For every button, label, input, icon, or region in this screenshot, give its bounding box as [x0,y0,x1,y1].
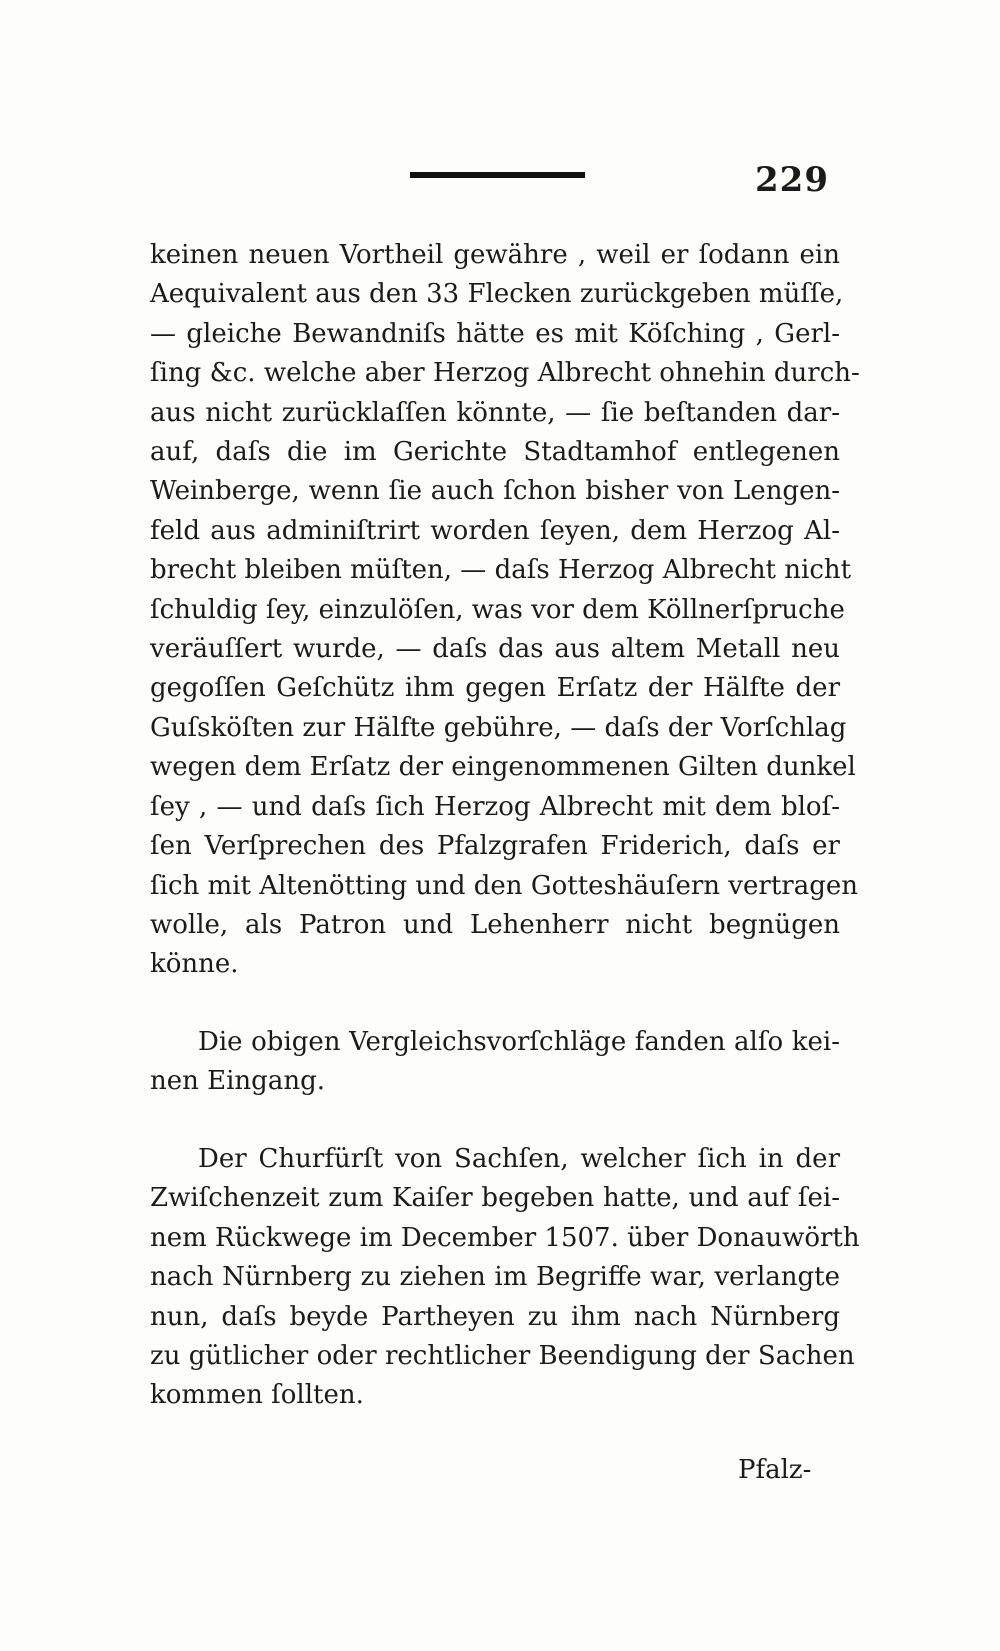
text-line: nem Rückwege im December 1507. über Donauwörth [150,1222,860,1253]
text-line: kommen ſollten. [150,1380,364,1411]
page-number: 229 [755,160,829,200]
text-line: — gleiche Bewandniſs hätte es mit Köſching , Gerl- [150,318,840,349]
text-line: ſen Verſprechen des Pfalzgrafen Friderich, daſs er [150,831,840,862]
paragraph-2 [150,1023,840,1102]
text-line: Der Churfürſt von Sachſen, welcher ſich in der [198,1144,840,1174]
text-line: Aequivalent aus den 33 Flecken zurückgeben müſſe, [150,279,844,310]
text-line: ſey , — und daſs ſich Herzog Albrecht mit dem bloſ- [150,791,840,822]
text-line: brecht bleiben müſten, — daſs Herzog Albrecht nicht [150,555,852,586]
text-line: Guſsköſten zur Hälfte gebühre, — daſs der Vorſchlag [150,712,847,743]
text-line: aus nicht zurücklaſſen könnte, — ſie beſtanden dar- [150,397,840,428]
text-line: nach Nürnberg zu ziehen im Begriffe war, verlangte [150,1262,840,1293]
text-line: zu gütlicher oder rechtlicher Beendigung der Sachen [150,1341,855,1372]
text-line: nun, daſs beyde Partheyen zu ihm nach Nürnberg [150,1301,840,1332]
text-line: ſing &c. welche aber Herzog Albrecht ohnehin durch- [150,358,860,389]
text-line: keinen neuen Vortheil gewähre , weil er ſodann ein [150,240,840,270]
header-rule [410,172,585,178]
text-line: wolle, als Patron und Lehenherr nicht begnügen [150,909,840,940]
paragraph-1 [150,236,860,985]
text-line: veräuſſert wurde, — daſs das aus altem Metall neu [150,634,840,665]
text-line: feld aus adminiſtrirt worden ſeyen, dem Herzog Al- [150,515,840,546]
text-line: ſich mit Altenötting und den Gotteshäuſern vertragen [150,870,858,901]
text-line: könne. [150,949,239,980]
paragraph-3 [150,1140,860,1416]
text-line: gegoſſen Geſchütz ihm gegen Erſatz der Hälfte der [150,673,840,704]
text-line: Weinberge, wenn ſie auch ſchon bisher von Lengen- [150,476,840,507]
catchword: Pfalz- [738,1455,812,1485]
text-line: auf, daſs die im Gerichte Stadtamhof entlegenen [150,437,840,468]
text-line: Zwiſchenzeit zum Kaiſer begeben hatte, und auf ſei- [150,1183,840,1214]
text-line: ſchuldig ſey, einzulöſen, was vor dem Köllnerſpruche [150,594,845,625]
text-line: nen Eingang. [150,1066,325,1097]
text-line: Die obigen Vergleichsvorſchläge fanden alſo kei- [198,1027,840,1057]
text-line: wegen dem Erſatz der eingenommenen Gilten dunkel [150,752,856,783]
